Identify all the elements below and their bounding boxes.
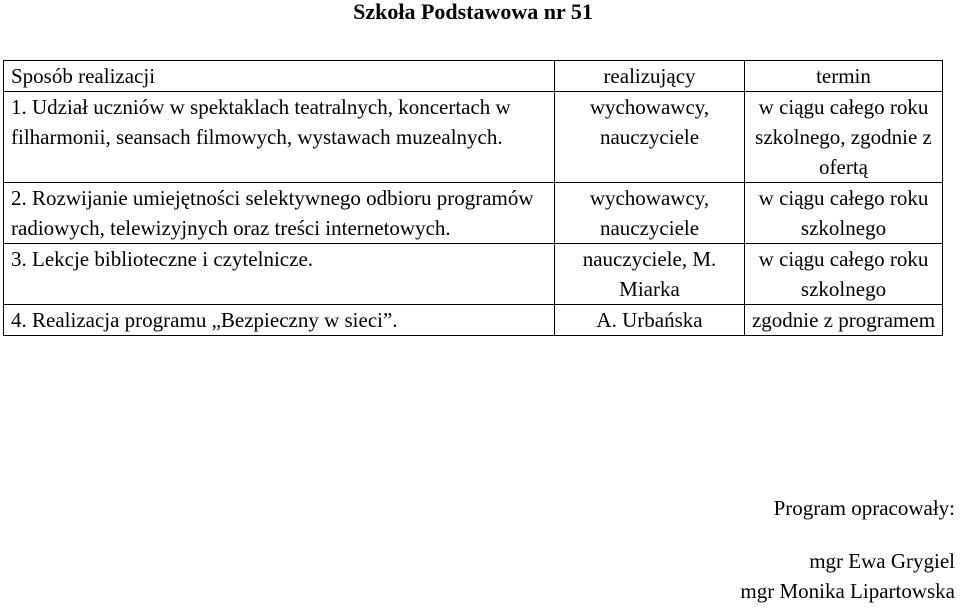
cell-term: w ciągu całego roku szkolnego (745, 244, 943, 305)
cell-term: w ciągu całego roku szkolnego (745, 183, 943, 244)
table-row (4, 92, 943, 183)
cell-method: 3. Lekcje biblioteczne i czytelnicze. (4, 244, 555, 305)
column-header-responsible: realizujący (555, 61, 745, 92)
cell-term: w ciągu całego roku szkolnego, zgodnie z ofertą (745, 92, 943, 183)
cell-method: 2. Rozwijanie umiejętności selektywnego odbioru programów radiowych, telewizyjnych oraz treści internetowych. (4, 183, 555, 244)
cell-responsible: nauczyciele, M. Miarka (555, 244, 745, 305)
author-name: mgr Ewa Grygiel (809, 549, 955, 573)
prepared-by-label: Program opracowały: (773, 496, 955, 520)
table-row (4, 244, 943, 305)
realization-table (3, 60, 943, 336)
column-header-term: termin (745, 61, 943, 92)
table-header-row (4, 61, 943, 92)
table-row (4, 183, 943, 244)
cell-method: 1. Udział uczniów w spektaklach teatralnych, koncertach w filharmonii, seansach filmowych, wystawach muzealnych. (4, 92, 555, 183)
column-header-method: Sposób realizacji (4, 61, 555, 92)
table-row (4, 305, 943, 336)
cell-responsible: wychowawcy, nauczyciele (555, 183, 745, 244)
school-title: Szkoła Podstawowa nr 51 (353, 0, 593, 24)
cell-term: zgodnie z programem (745, 305, 943, 336)
cell-method: 4. Realizacja programu „Bezpieczny w sieci”. (4, 305, 555, 336)
cell-responsible: A. Urbańska (555, 305, 745, 336)
cell-responsible: wychowawcy, nauczyciele (555, 92, 745, 183)
author-name: mgr Monika Lipartowska (740, 579, 955, 603)
